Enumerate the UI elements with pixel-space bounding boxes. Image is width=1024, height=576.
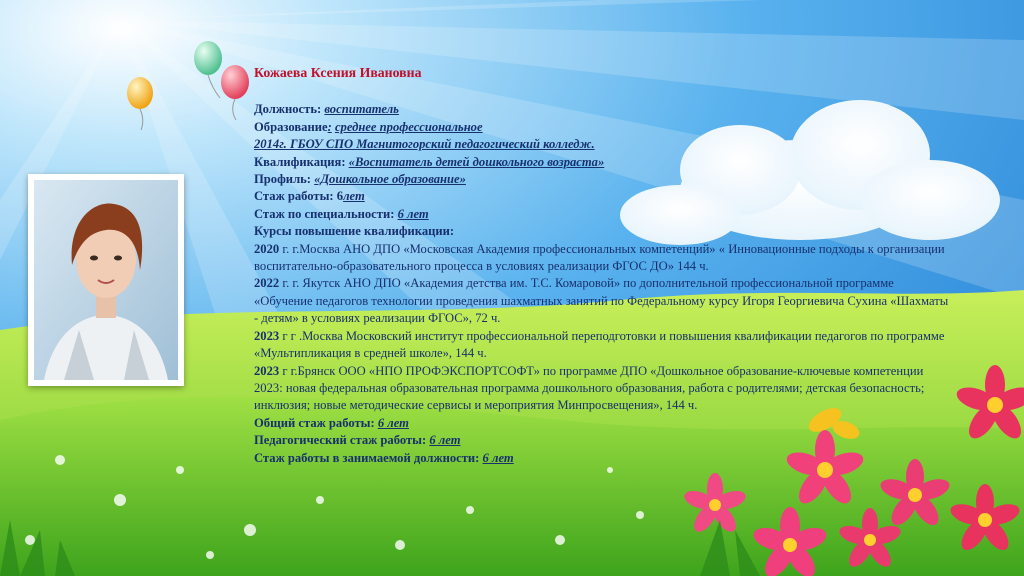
position-experience-value: 6 лет xyxy=(482,450,514,465)
course-year: 2023 xyxy=(254,328,280,343)
experience-label: Стаж работы: xyxy=(254,189,334,204)
education-row xyxy=(254,119,954,136)
qualification-value: «Воспитатель детей дошкольного возраста» xyxy=(348,154,605,169)
course-item xyxy=(254,363,954,415)
course-item xyxy=(254,328,954,363)
course-text: г г .Москва Московский институт профессиональной переподготовки и повышения квалификации педагогов по программе «Мультипликация в средней школе», 144 ч. xyxy=(254,328,945,361)
course-text: г. г.Москва АНО ДПО «Московская Академия профессиональных компетенций» « Инновационные подходы к организации воспитательно-образовательного процесса в условиях реализации ФГОС ДО» 144 ч. xyxy=(254,241,945,274)
pedagogical-experience-label: Педагогический стаж работы: xyxy=(254,433,427,448)
teacher-name: Кожаева Ксения Ивановна xyxy=(254,65,422,80)
courses-heading: Курсы повышение квалификации: xyxy=(254,224,455,239)
education-value: среднее профессиональное xyxy=(334,119,483,134)
college-row: 2014г. ГБОУ СПО Магнитогорский педагогический колледж. xyxy=(254,137,595,152)
position-label: Должность: xyxy=(254,102,322,117)
total-experience-row xyxy=(254,415,954,432)
position-experience-label: Стаж работы в занимаемой должности: xyxy=(254,450,480,465)
pedagogical-experience-row xyxy=(254,432,954,449)
qualification-label: Квалификация: xyxy=(254,154,346,169)
total-experience-label: Общий стаж работы: xyxy=(254,415,375,430)
portrait-photo xyxy=(34,180,178,380)
specialty-experience-label: Стаж по специальности: xyxy=(254,206,395,221)
profile-row xyxy=(254,171,954,188)
total-experience-value: 6 лет xyxy=(377,415,409,430)
specialty-experience-row xyxy=(254,206,954,223)
course-text: г. г. Якутск АНО ДПО «Академия детства им. Т.С. Комаровой» по дополнительной профессиональной программе «Обучение педагогов технологии проведения шахматных занятий по Федеральному курсу Игоря Георгиевича Сухина «Шахматы - детям» в условиях реализации ФГОС», 72 ч. xyxy=(254,276,949,326)
qualification-row xyxy=(254,154,954,171)
profile-value: «Дошкольное образование» xyxy=(314,172,466,187)
experience-unit: лет xyxy=(343,189,365,204)
course-item xyxy=(254,275,954,327)
position-experience-row xyxy=(254,450,954,467)
position-row xyxy=(254,101,954,118)
experience-num: 6 xyxy=(336,189,344,204)
course-year: 2020 xyxy=(254,241,280,256)
position-value: воспитатель xyxy=(324,102,399,117)
education-sep: : xyxy=(327,119,332,134)
course-text: г г.Брянск ООО «НПО ПРОФЭКСПОРТСОФТ» по программе ДПО «Дошкольное образование-ключевые компетенции 2023: новая федеральная образовательная программа дошкольного образования, работа с родителями; детская безопасность; инклюзия; новые методические сервисы и мероприятия Минпросвещения», 144 ч. xyxy=(254,363,925,413)
experience-row xyxy=(254,188,954,205)
pedagogical-experience-value: 6 лет xyxy=(429,433,461,448)
profile-info xyxy=(254,64,954,467)
course-year: 2022 xyxy=(254,276,280,291)
profile-label: Профиль: xyxy=(254,172,311,187)
education-label: Образование xyxy=(254,119,328,134)
portrait-frame xyxy=(28,174,184,386)
course-year: 2023 xyxy=(254,363,280,378)
course-item xyxy=(254,241,954,276)
specialty-experience-value: 6 лет xyxy=(397,206,429,221)
